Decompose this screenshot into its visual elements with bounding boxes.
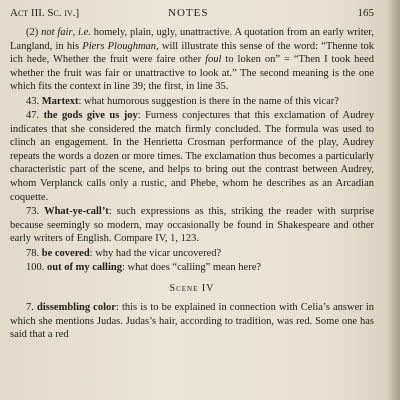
scene-iv-notes xyxy=(10,301,374,342)
note-paragraph xyxy=(10,205,374,246)
note-text: , xyxy=(72,27,79,38)
note-line-number: (2) xyxy=(26,27,39,38)
note-term: What-ye-call’t xyxy=(44,206,109,218)
note-paragraph xyxy=(10,301,374,342)
note-paragraph xyxy=(10,261,374,275)
header-act-scene: Act III. Sc. iv.] xyxy=(10,7,80,19)
note-line-number: 47. xyxy=(26,110,40,122)
note-text: homely, plain, ugly, unattractive. A quotation from an early writer, Langland, in his xyxy=(10,27,374,52)
note-paragraph xyxy=(10,95,374,109)
notes-body xyxy=(10,26,374,343)
note-term: Martext xyxy=(41,95,79,107)
note-text: : why had the vicar uncovered? xyxy=(89,247,222,259)
note-text: : what does “calling” mean here? xyxy=(121,262,262,274)
scene-iii-notes xyxy=(10,26,374,275)
header-title: NOTES xyxy=(168,7,209,19)
note-line-number: 78. xyxy=(26,247,40,259)
note-term: dissembling color xyxy=(36,302,116,314)
note-italic-text: foul xyxy=(205,54,222,66)
scene-heading: Scene IV xyxy=(169,282,215,294)
note-term: the gods give us joy xyxy=(43,110,138,122)
note-italic-text: not fair xyxy=(41,27,73,38)
note-text: : what humorous suggestion is there in the name of this vicar? xyxy=(78,95,339,107)
running-header xyxy=(10,6,374,20)
note-text: , will illustrate this sense of the word: “Thenne tok ich hede, Whether the fruit were faire other xyxy=(10,40,375,66)
note-term: out of my calling xyxy=(47,262,122,274)
note-italic-text: Piers Ploughman xyxy=(82,40,157,52)
note-line-number: 73. xyxy=(26,206,40,218)
note-line-number: 43. xyxy=(26,95,40,107)
note-line-number: 7. xyxy=(26,302,34,314)
note-paragraph xyxy=(10,247,374,261)
note-text: : Furness conjectures that this exclamation of Audrey indicates that she considered the match firmly concluded. The formula was used to clinch an engagement. In the Henrietta Crosman performance of the play, Audrey repeats the words a dozen or more times. The exclamation thus becomes a particularly characteristic part of the scene, and helps to bring out the contrast between Audrey, whom Verplanck calls only a rustic, and Phebe, whom he describes as an Arcadian coquette. xyxy=(10,110,375,203)
note-text: : this is to be explained in connection with Celia’s answer in which she mentions Judas. Judas’s hair, according to tradition, was red. Some one has said that a red xyxy=(10,302,375,341)
note-term: be covered xyxy=(41,247,90,259)
note-paragraph xyxy=(10,109,374,204)
note-italic-text: i.e. xyxy=(78,27,91,38)
page-gutter-shadow xyxy=(386,0,400,400)
note-text: to loken on” = “Then I took heed whether the fruit was fair or unattractive to look at.” The second meaning is the one which fits the context in line 39; the first, in line 35. xyxy=(10,54,375,93)
page-number: 165 xyxy=(357,7,374,19)
note-line-number: 100. xyxy=(26,262,45,274)
note-text: : such expressions as this, striking the reader with surprise because seemingly so modern, may occasionally be found in Shakespeare and other early writers of English. Compare IV, 1, 123. xyxy=(10,206,375,245)
note-paragraph xyxy=(10,26,374,94)
